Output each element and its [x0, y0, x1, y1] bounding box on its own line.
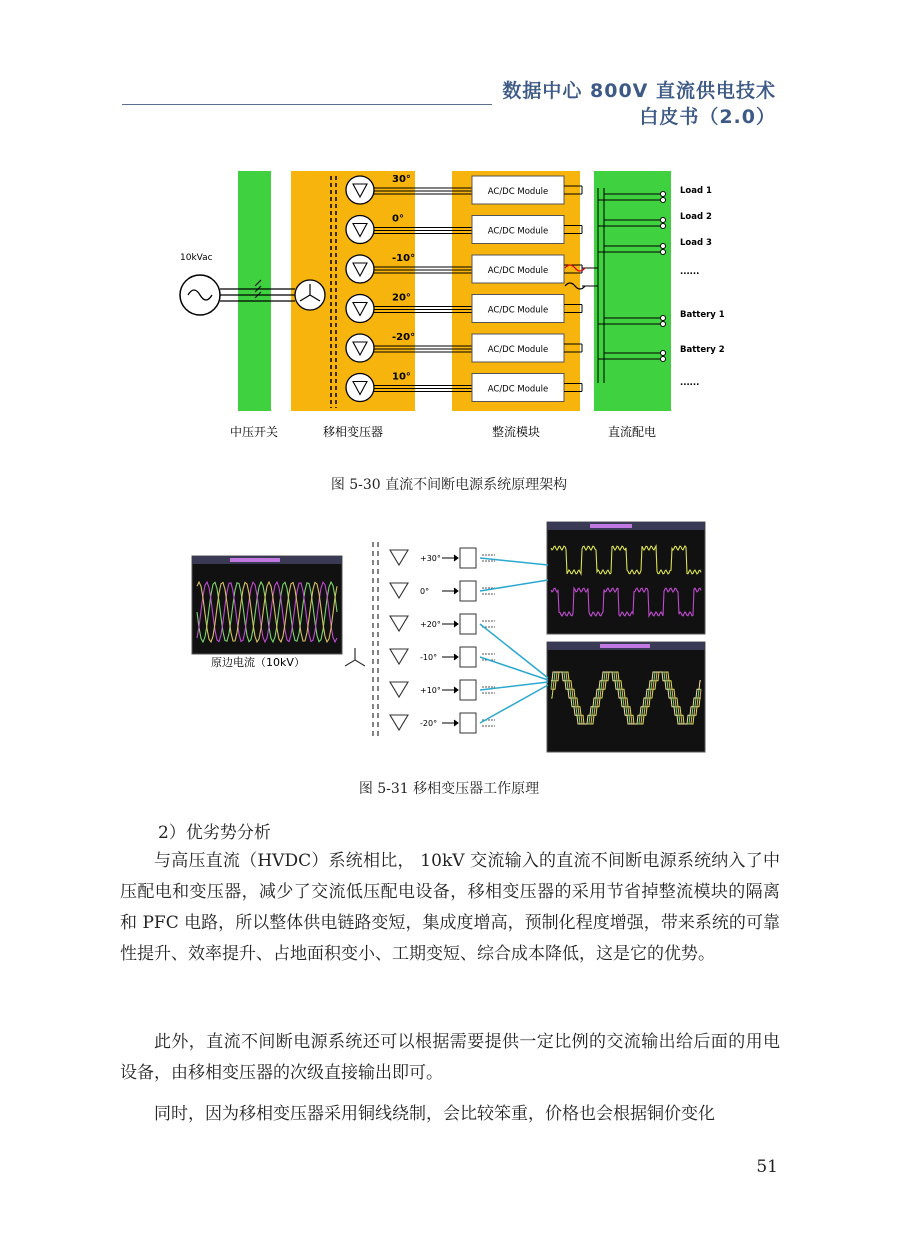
header-title-line2: 白皮书（2.0） [639, 106, 776, 128]
phase-angle-label: -10° [392, 253, 416, 264]
source-label: 10kVac [180, 253, 213, 263]
phase-shift-row [390, 647, 495, 667]
rectifier-bridge-symbol [460, 548, 476, 568]
delta-winding-symbol [390, 649, 408, 664]
phase-shift-row [390, 581, 495, 601]
secondary-winding-symbol [346, 334, 374, 362]
phase-to-scope-arrow [480, 685, 548, 723]
mv-switch-bar [238, 171, 271, 411]
running-header [502, 78, 776, 130]
label-dc-distribution: 直流配电 [607, 425, 657, 439]
phase-angle-label: +10° [420, 686, 441, 695]
load-output [680, 267, 699, 277]
load-label: ...... [680, 378, 700, 388]
load-label: Load 1 [680, 186, 712, 196]
load-label: Battery 1 [680, 310, 725, 320]
rectifier-bridge-symbol [460, 647, 476, 667]
phase-to-scope-arrow [480, 558, 548, 565]
phase-angle-label: 0° [392, 213, 404, 225]
acdc-module-label: AC/DC Module [487, 226, 549, 237]
primary-y-symbol [345, 648, 365, 666]
rectifier-bridge-symbol [460, 680, 476, 700]
load-label: Load 3 [680, 238, 712, 248]
page-number: 51 [756, 1157, 778, 1177]
secondary-winding-symbol [346, 176, 374, 204]
secondary-winding-symbol [346, 374, 374, 402]
label-phase-shift-transformer: 移相变压器 [322, 425, 384, 439]
scope-label: 原边电流（10kV） [211, 656, 305, 669]
delta-winding-symbol [390, 550, 408, 565]
figure-5-30-diagram [160, 168, 725, 448]
paragraph-2: 此外，直流不间断电源系统还可以根据需要提供一定比例的交流输出给后面的用电设备，由移相变压器的次级直接输出即可。 [120, 1032, 780, 1083]
phase-angle-label: +20° [420, 620, 441, 629]
primary-current-scope [192, 556, 342, 654]
delta-winding-symbol [390, 682, 408, 697]
dc-distribution-block [594, 171, 671, 411]
phase-shift-row [390, 713, 495, 733]
load-label: Battery 2 [680, 345, 725, 355]
phase-angle-label: +30° [420, 554, 441, 563]
secondary-winding-symbol [346, 216, 374, 244]
load-label: Load 2 [680, 212, 712, 222]
phase-angle-label: 0° [420, 587, 430, 596]
acdc-module-label: AC/DC Module [487, 187, 549, 197]
phase-shift-row [390, 614, 495, 634]
phase-to-scope-arrow [480, 580, 548, 591]
rectifier-bridge-symbol [460, 614, 476, 634]
phase-angle-label: -20° [392, 332, 416, 343]
secondary-winding-symbol [346, 255, 374, 283]
delta-winding-symbol [390, 715, 408, 730]
phase-to-scope-arrow [480, 657, 548, 680]
acdc-module-label: AC/DC Module [487, 305, 549, 316]
rectifier-bridge-symbol [460, 713, 476, 733]
phase-angle-label: 20° [392, 292, 411, 304]
phase-shift-row [390, 548, 495, 568]
acdc-module-label: AC/DC Module [487, 345, 549, 355]
secondary-winding-symbol [346, 295, 374, 323]
phase-angle-label: -20° [420, 719, 438, 728]
phase-angle-label: 30° [392, 174, 411, 185]
phase-to-scope-arrow [480, 624, 548, 678]
rectifier-bridge-symbol [460, 581, 476, 601]
phase-to-scope-arrow [480, 682, 548, 690]
load-label: ...... [680, 267, 700, 277]
delta-winding-symbol [390, 616, 408, 631]
paragraph-1: 与高压直流（HVDC）系统相比， 10kV 交流输入的直流不间断电源系统纳入了中压配电和变压器，减少了交流低压配电设备，移相变压器的采用节省掉整流模块的隔离和 PFC 电路，所以整体供电链路变短，集成度增高，预制化程度增强，带来系统的可靠性提升、效率提升、占地面积变小、工期变短、综合成本降低，这是它的优势。 [120, 851, 780, 964]
figure-5-30-caption: 图 5-30 直流不间断电源系统原理架构 [330, 477, 568, 493]
figure-5-31-caption: 图 5-31 移相变压器工作原理 [358, 781, 540, 797]
acdc-module-label: AC/DC Module [487, 384, 549, 395]
acdc-module-label: AC/DC Module [487, 266, 549, 276]
delta-winding-symbol [390, 583, 408, 598]
figure-5-31-diagram [190, 520, 710, 755]
header-title-line1: 数据中心 800V 直流供电技术 [502, 80, 776, 102]
label-rectifier-module: 整流模块 [491, 425, 541, 439]
phase-shift-row [390, 680, 495, 700]
secondary-current-scope-top [547, 522, 705, 634]
label-mv-switch: 中压开关 [229, 425, 279, 439]
phase-angle-label: 10° [392, 371, 411, 383]
section-subheading: 2）优劣势分析 [158, 823, 271, 843]
load-output [680, 378, 699, 388]
transformer-core-2 [373, 542, 378, 738]
phase-angle-label: -10° [420, 653, 438, 662]
header-rule [122, 104, 492, 105]
paragraph-3: 同时，因为移相变压器采用铜线绕制，会比较笨重，价格也会根据铜价变化 [154, 1104, 715, 1124]
